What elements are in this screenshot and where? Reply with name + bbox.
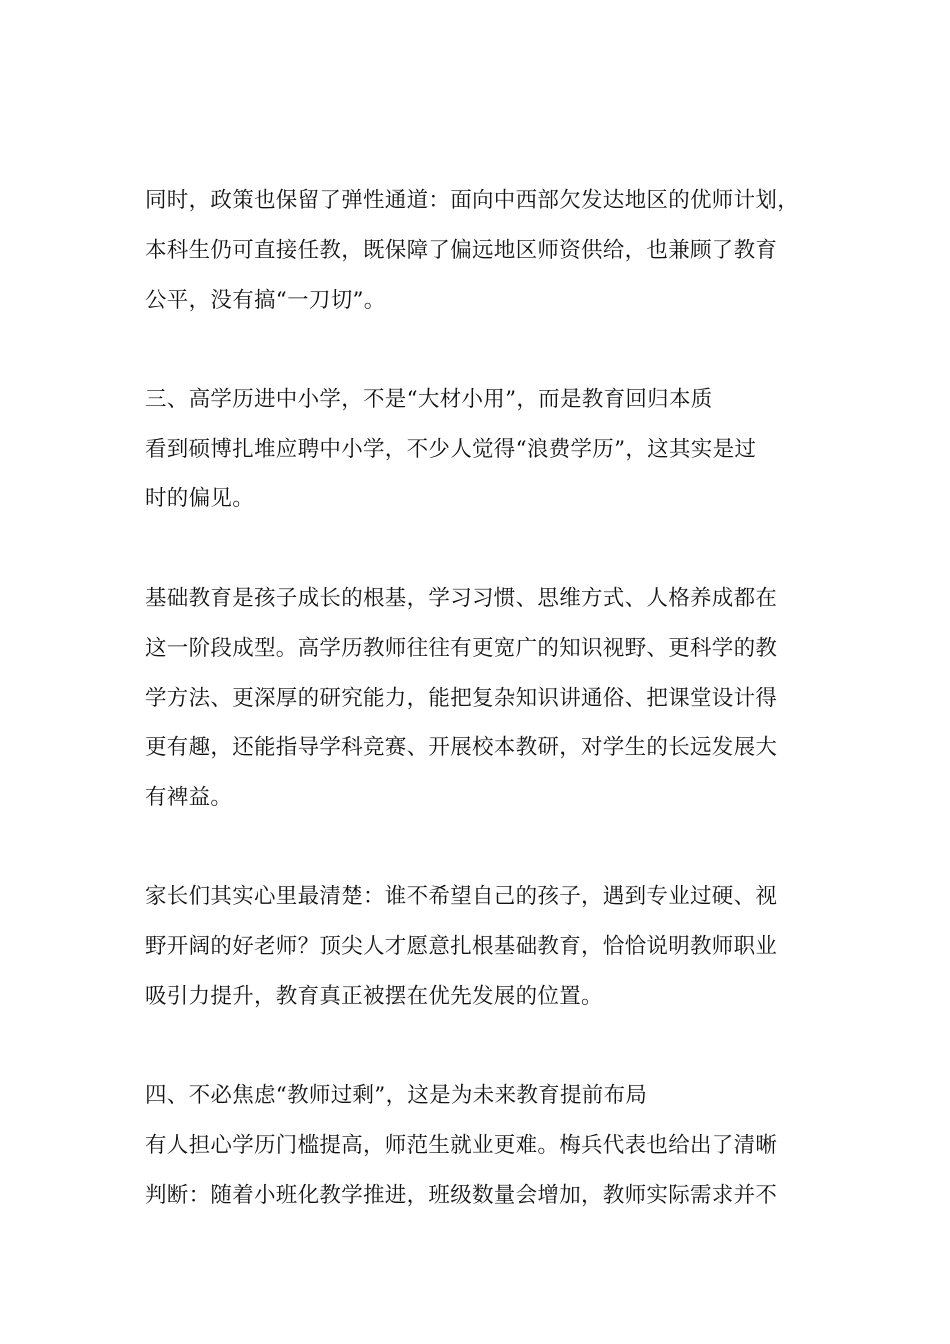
text-line: 判断：随着小班化教学推进，班级数量会增加，教师实际需求并不 (145, 1183, 778, 1208)
text-line: 家长们其实心里最清楚：谁不希望自己的孩子，遇到专业过硬、视 (145, 884, 778, 909)
text-line: 公平，没有搞“一刀切”。 (145, 288, 386, 313)
text-line: 学方法、更深厚的研究能力，能把复杂知识讲通俗、把课堂设计得 (145, 686, 778, 711)
text-line: 时的偏见。 (145, 486, 255, 511)
text-line: 基础教育是孩子成长的根基，学习习惯、思维方式、人格养成都在 (145, 586, 778, 611)
text-line: 看到硕博扎堆应聘中小学，不少人觉得“浪费学历”，这其实是过 (145, 437, 757, 462)
text-line: 有裨益。 (145, 785, 233, 810)
text-line: 本科生仍可直接任教，既保障了偏远地区师资供给，也兼顾了教育 (145, 238, 778, 263)
text-line: 野开阔的好老师？顶尖人才愿意扎根基础教育，恰恰说明教师职业 (145, 934, 778, 959)
text-line: 同时，政策也保留了弹性通道：面向中西部欠发达地区的优师计划， (145, 188, 800, 213)
text-line: 这一阶段成型。高学历教师往往有更宽广的知识视野、更科学的教 (145, 636, 778, 661)
text-line: 吸引力提升，教育真正被摆在优先发展的位置。 (145, 984, 603, 1009)
section-heading: 三、高学历进中小学，不是“大材小用”，而是教育回归本质 (145, 387, 713, 412)
text-line: 更有趣，还能指导学科竞赛、开展校本教研，对学生的长远发展大 (145, 735, 778, 760)
text-line: 有人担心学历门槛提高，师范生就业更难。梅兵代表也给出了清晰 (145, 1133, 778, 1158)
section-heading: 四、不必焦虑“教师过剩”，这是为未来教育提前布局 (145, 1083, 648, 1108)
